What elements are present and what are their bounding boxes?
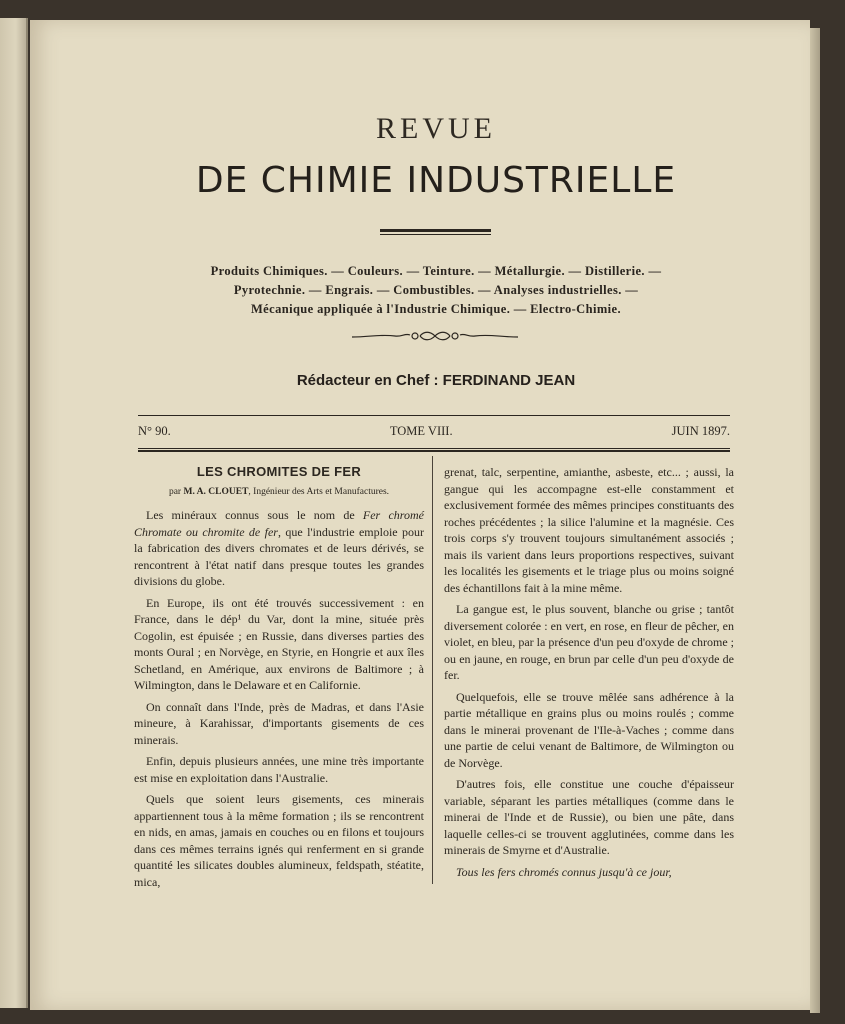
author-prefix: par: [168, 486, 182, 497]
paragraph: Quels que soient leurs gisements, ces minerais appartiennent tous à la même formation ; ils se rencontrent en nids, en amas, jamais en couches ou en filons et toujours dans ces mêmes terrains ignés qui renferment en si grande quantité les silicates doubles alumineux, feldspath, stéatite, mica,: [134, 792, 424, 889]
paragraph: Quelquefois, elle se trouve mêlée sans adhérence à la partie métallique en grains plus ou moins roulés ; comme dans le minerai provenant de l'Ile-à-Vaches ; comme dans une partie de celui venant de Baltimore, de Wilmington ou de Norvège.: [444, 689, 734, 770]
header-rule-bottom: [138, 448, 730, 449]
topics-list: [126, 262, 746, 319]
topics-line-2: Pyrotechnie. — Engrais. — Combustibles. — Analyses industrielles. —: [233, 283, 639, 297]
paragraph: En Europe, ils ont été trouvés successivement : en France, dans le dép¹ du Var, dont la mine, située près Cogolin, est épuisée ; en Russie, dans diverses parties des monts Oural ; en Norvège, en Styrie, en Hongrie et aux îles Schetland, en Amérique, aux environs de Baltimore ; à Wilmington, dans le Delaware et en Californie.: [134, 595, 424, 692]
issue-date: JUIN 1897.: [671, 424, 730, 438]
title-rule: [380, 229, 491, 232]
paragraph: D'autres fois, elle constitue une couche d'épaisseur variable, séparant les parties métalliques (comme dans le minerai de l'Inde et de Russie), ou bien une pâte, dans laquelle celles-ci se trouvent agglutinées, comme dans les minerais de Smyrne et d'Australie.: [444, 777, 734, 857]
issue-number: N° 90.: [138, 424, 171, 438]
paragraph-text: Les minéraux connus sous le nom de: [146, 508, 363, 522]
masthead-revue: REVUE: [376, 112, 496, 145]
paragraph: [134, 507, 424, 590]
column-divider: [432, 456, 433, 884]
article-title: LES CHROMITES DE FER: [196, 464, 362, 479]
editor-line: Rédacteur en Chef : FERDINAND JEAN: [296, 372, 576, 389]
paragraph: [444, 864, 734, 881]
paragraph: On connaît dans l'Inde, près de Madras, et dans l'Asie mineure, à Karahissar, d'importants gisements de ces minerais.: [134, 699, 424, 747]
header-rule-top: [138, 415, 730, 416]
ornament-flourish: [350, 326, 520, 346]
paragraph-italic: Tous les fers chromés connus jusqu'à ce jour,: [456, 864, 672, 879]
paragraph-italic: Fer chromé Chromate ou chromite de fer: [134, 508, 424, 539]
paragraph: La gangue est, le plus souvent, blanche ou grise ; tantôt diversement colorée : en vert, en rose, en fleur de pêcher, en violet, en bleu, par la présence d'un peu d'oxyde de chrome ; ou en jaune, en rouge, en brun par celle d'un peu d'oxyde de fer.: [444, 602, 734, 682]
issue-tome: TOME VIII.: [389, 424, 453, 438]
article-author: [134, 484, 424, 501]
issue-info-row: [138, 424, 730, 439]
topics-line-1: Produits Chimiques. — Couleurs. — Teinture. — Métallurgie. — Distillerie. —: [210, 264, 662, 278]
author-suffix: , Ingénieur des Arts et Manufactures.: [248, 486, 390, 497]
title-rule-thin: [380, 234, 491, 235]
journal-page: [30, 20, 810, 1010]
article-column-left: [134, 464, 424, 895]
left-page-edge: [0, 18, 28, 1008]
masthead-title: DE CHIMIE INDUSTRIELLE: [195, 160, 677, 201]
paragraph-text: , que l'industrie emploie pour la fabrication des divers chromates et de leurs dérivés, se rencontrent à l'état natif dans presque toutes les grandes divisions du globe.: [134, 524, 425, 588]
header-rule-bottom-thick: [138, 450, 730, 452]
article-column-right: [444, 464, 734, 885]
paragraph: grenat, talc, serpentine, amianthe, asbeste, etc... ; aussi, la gangue qui les accompagne est-elle constamment et exclusivement formée des mêmes principes constituants des roches précédentes ; la silice l'alumine et la magnésie. Ces trois corps s'y trouvent toujours simultanément associés ; mais ils varient dans leurs proportions respectives, suivant les localités les gisements et le triage plus ou moins soigné des échantillons fait à la mine même.: [444, 465, 734, 595]
paragraph: Enfin, depuis plusieurs années, une mine très importante est mise en exploitation dans l'Australie.: [134, 754, 424, 785]
topics-line-3: Mécanique appliquée à l'Industrie Chimique. — Electro-Chimie.: [250, 302, 621, 316]
author-name: M. A. CLOUET: [183, 486, 249, 497]
